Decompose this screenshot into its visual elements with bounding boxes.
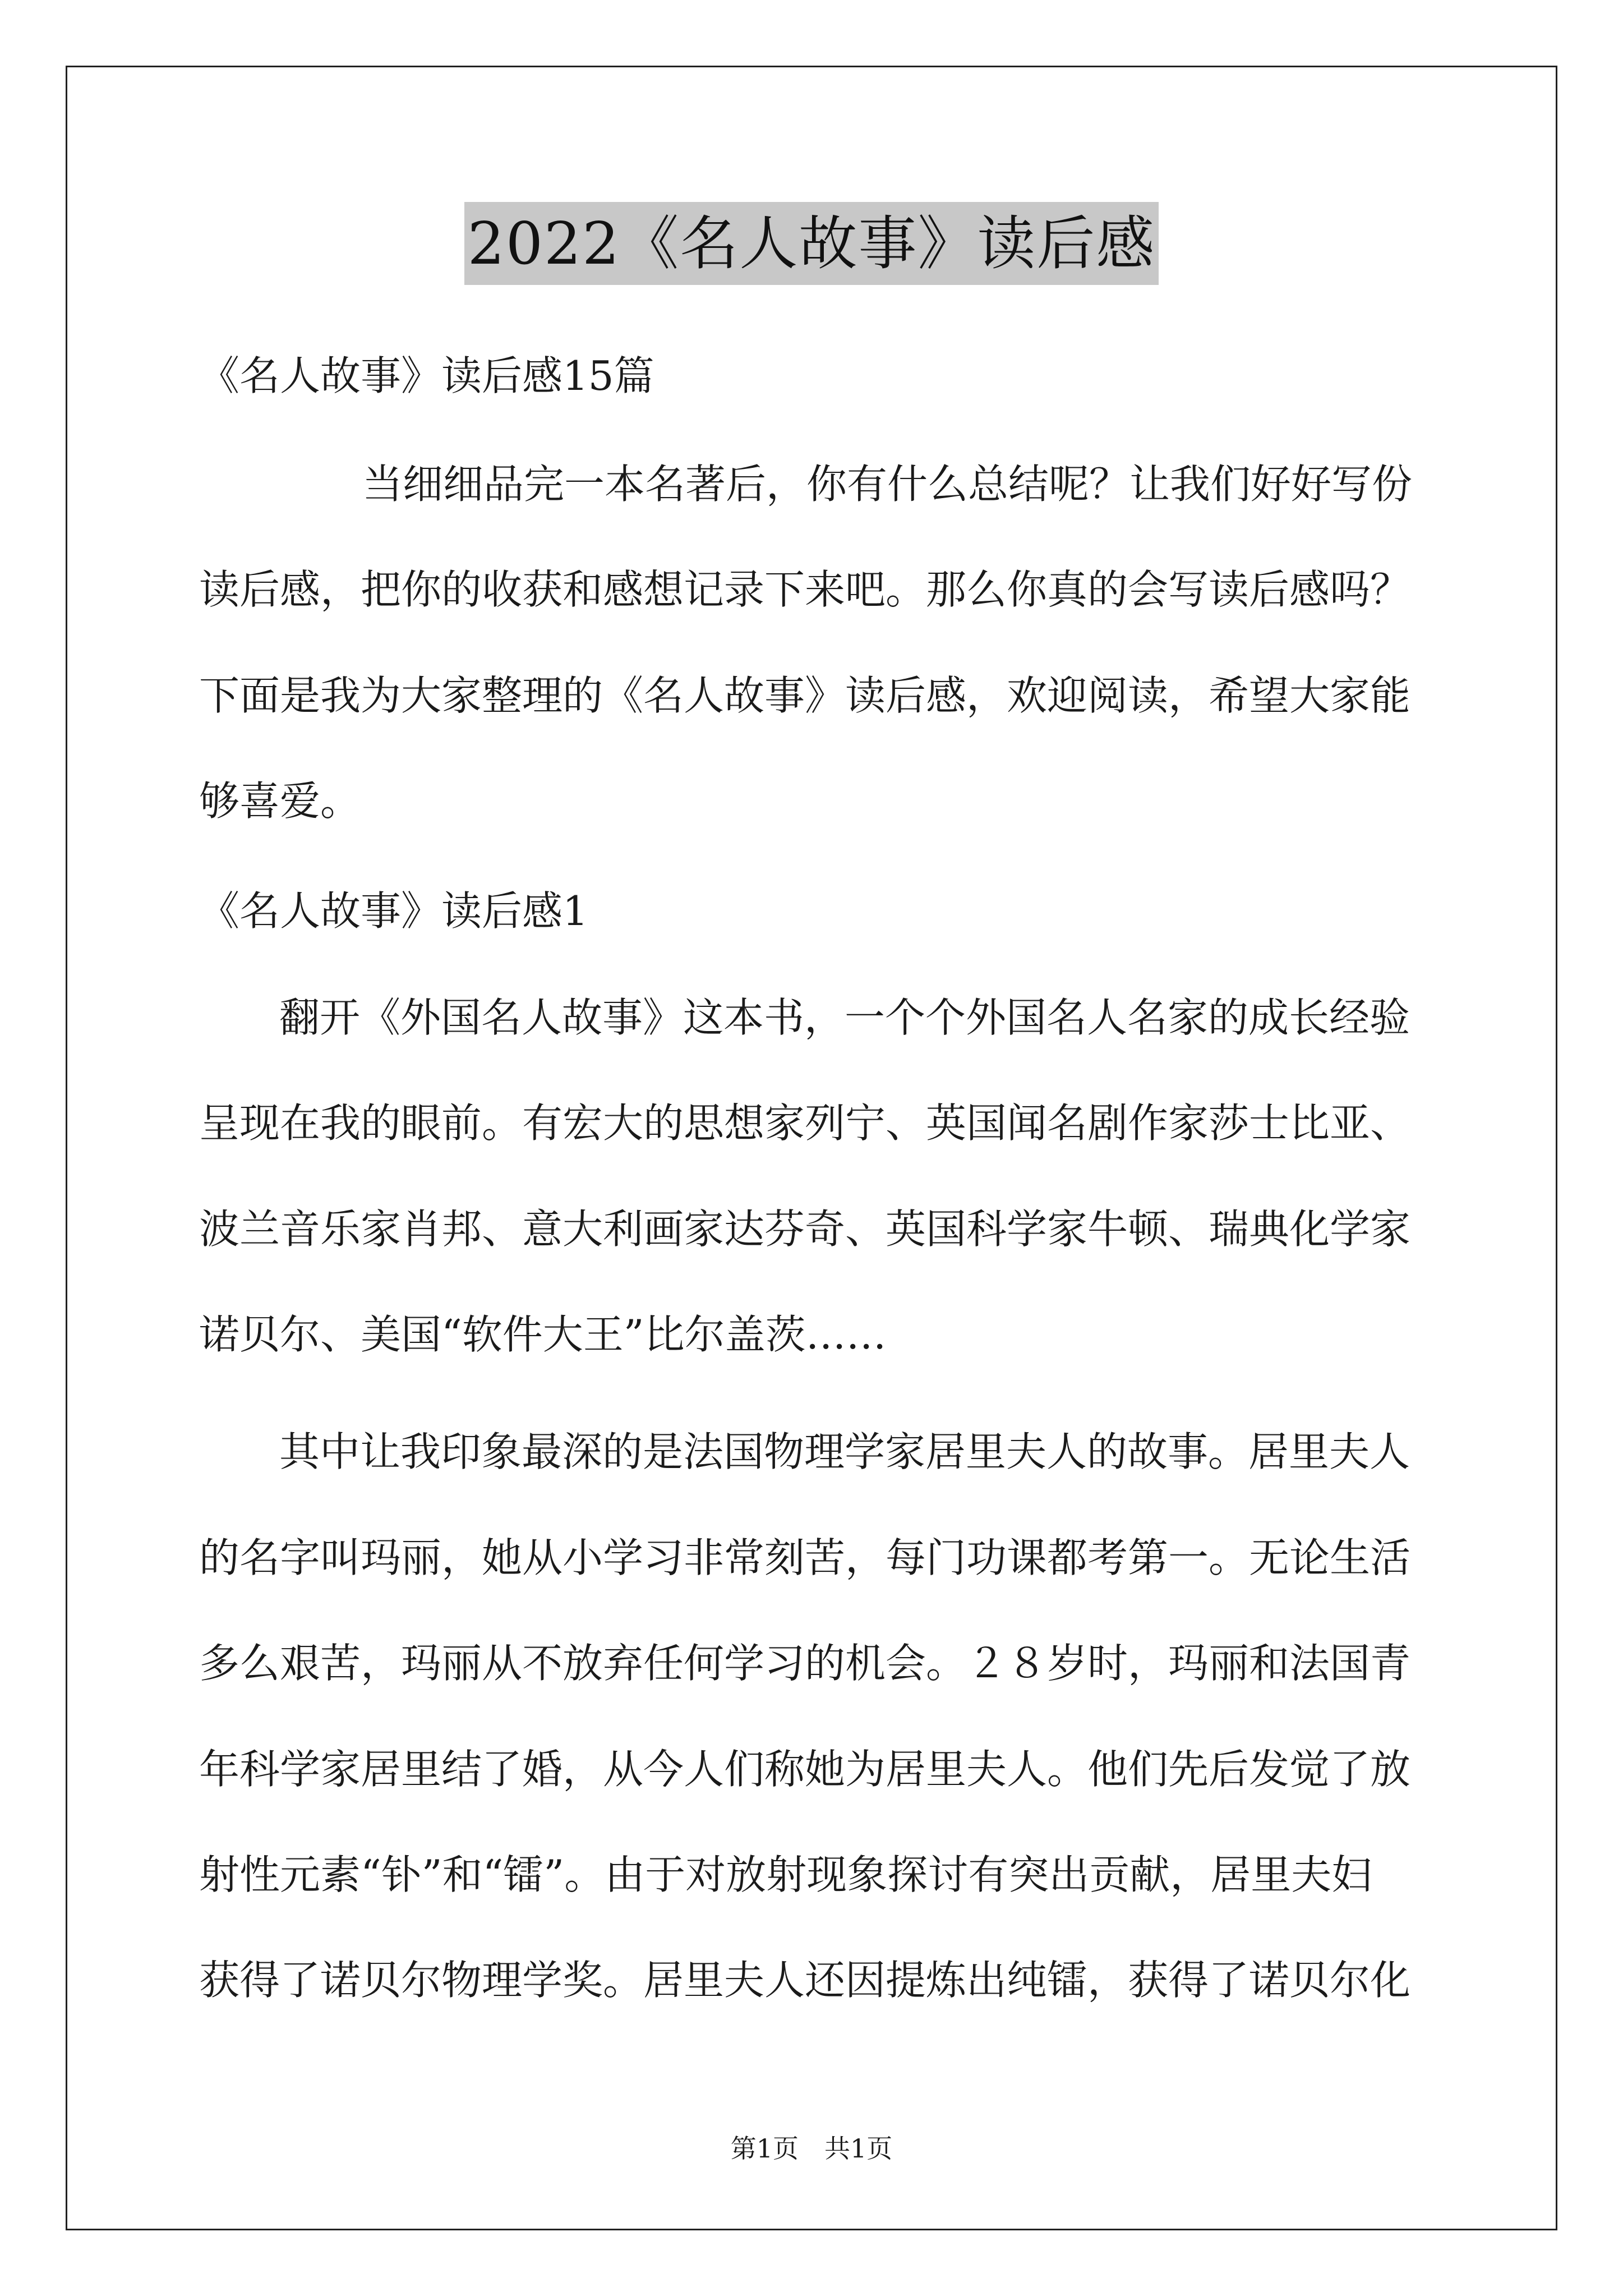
paragraph-line: 波兰音乐家肖邦、意大利画家达芬奇、英国科学家牛顿、瑞典化学家 — [199, 1205, 1411, 1253]
subtitle: 《名人故事》读后感15篇 — [199, 352, 654, 399]
paragraph-line: 的名字叫玛丽，她从小学习非常刻苦，每门功课都考第一。无论生活 — [199, 1534, 1411, 1581]
intro-line: 够喜爱。 — [199, 777, 361, 825]
paragraph-line: 年科学家居里结了婚，从今人们称她为居里夫人。他们先后发觉了放 — [199, 1746, 1411, 1793]
title-row — [0, 202, 1623, 285]
intro-line: 下面是我为大家整理的《名人故事》读后感，欢迎阅读，希望大家能 — [199, 672, 1411, 719]
section-heading: 《名人故事》读后感1 — [199, 887, 588, 935]
document-title: 2022《名人故事》读后感 — [464, 202, 1159, 285]
page-footer: 第1页 共1页 — [730, 2133, 893, 2164]
paragraph-line: 多么艰苦，玛丽从不放弃任何学习的机会。２８岁时，玛丽和法国青 — [199, 1640, 1411, 1687]
paragraph-line: 射性元素“钋”和“镭”。由于对放射现象探讨有突出贡献，居里夫妇 — [199, 1851, 1372, 1898]
intro-line: 读后感，把你的收获和感想记录下来吧。那么你真的会写读后感吗？ — [199, 566, 1411, 613]
paragraph-line: 呈现在我的眼前。有宏大的思想家列宁、英国闻名剧作家莎士比亚、 — [199, 1099, 1411, 1147]
intro-line: 当细细品完一本名著后，你有什么总结呢？让我们好好写份 — [362, 461, 1413, 508]
paragraph-line: 获得了诺贝尔物理学奖。居里夫人还因提炼出纯镭，获得了诺贝尔化 — [199, 1957, 1411, 2004]
paragraph-line: 翻开《外国名人故事》这本书，一个个外国名人名家的成长经验 — [279, 994, 1410, 1041]
paragraph-line: 诺贝尔、美国“软件大王”比尔盖茨…… — [199, 1311, 887, 1358]
paragraph-line: 其中让我印象最深的是法国物理学家居里夫人的故事。居里夫人 — [279, 1428, 1410, 1475]
